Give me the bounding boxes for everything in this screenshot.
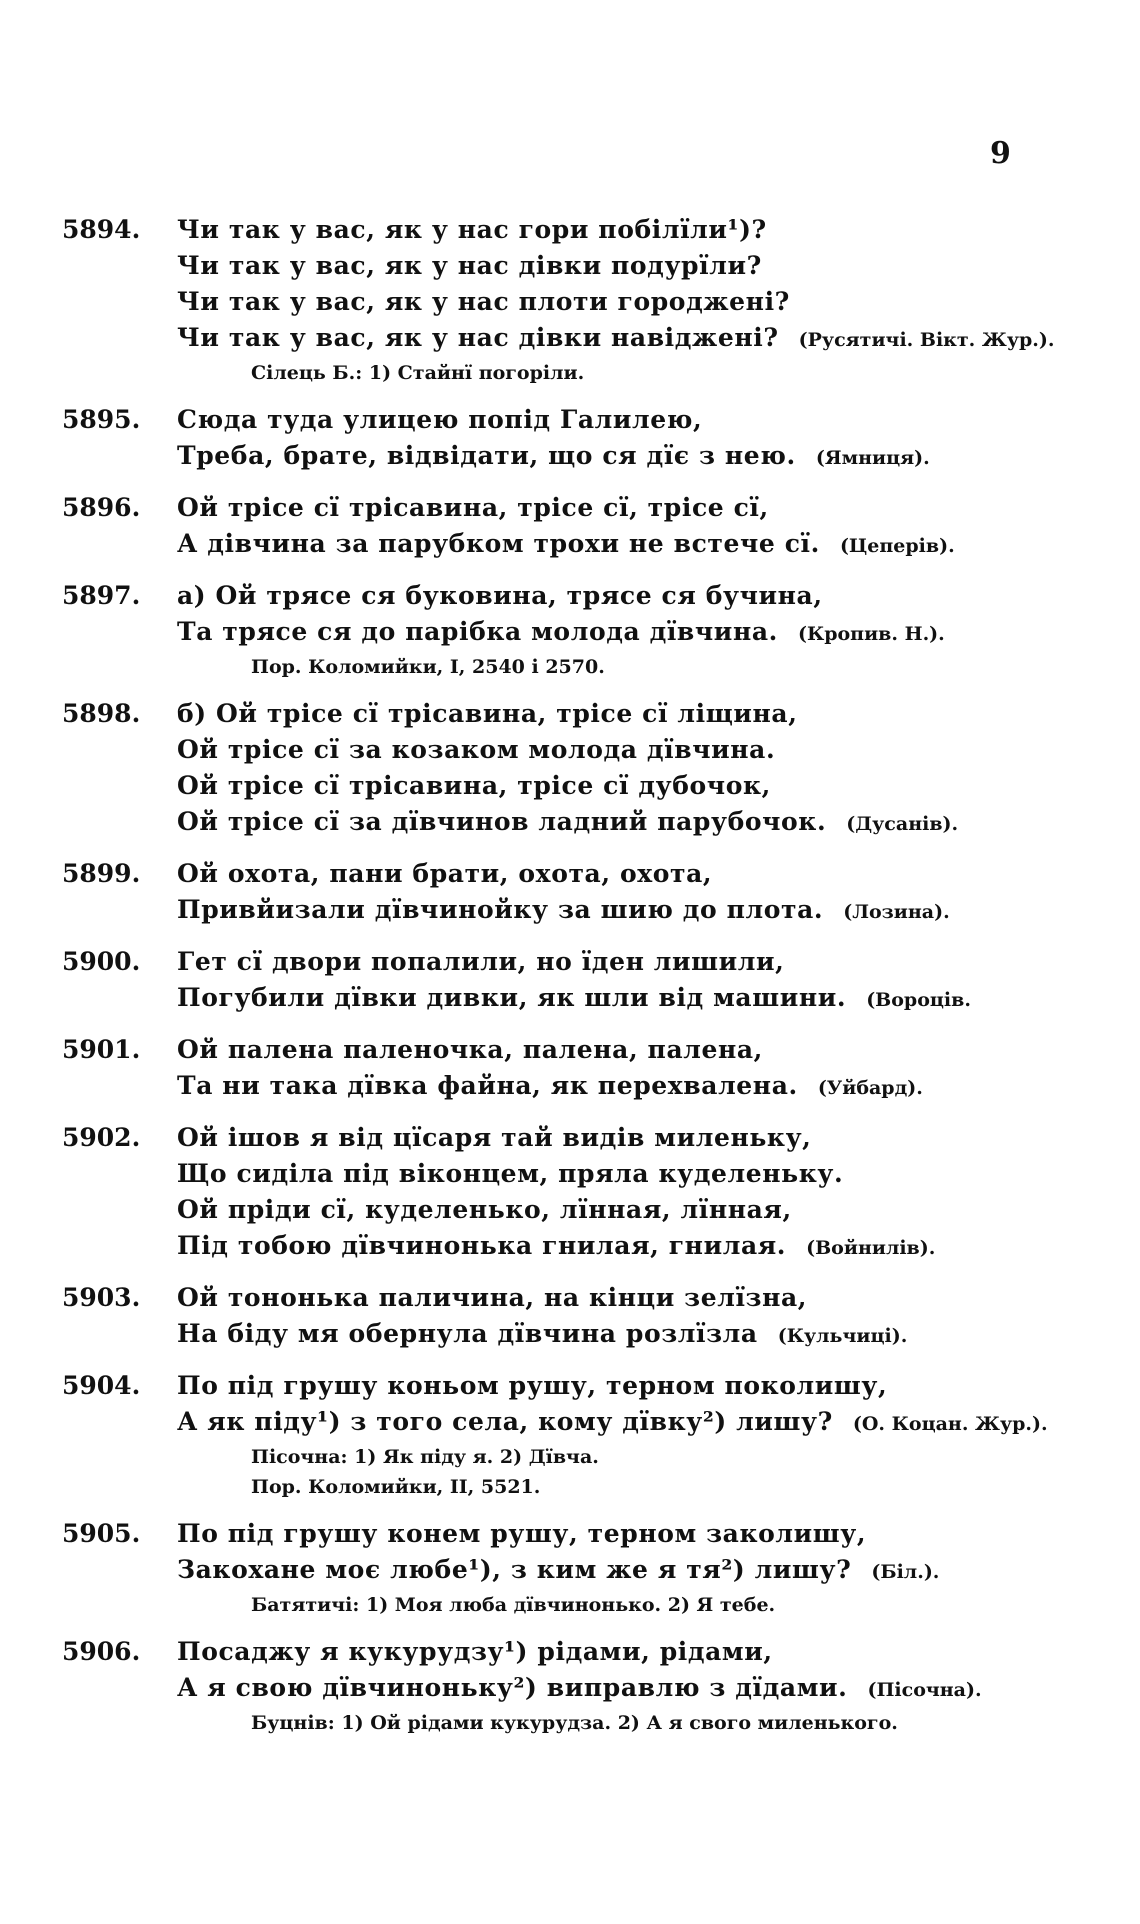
entry-number: 5895. [62, 405, 141, 434]
verse-text: На біду мя обернула дївчина розлїзла [177, 1319, 758, 1348]
source-attribution: (О. Коцан. Жур.). [852, 1413, 1048, 1435]
verse-line: Ой трісе сї за козаком молода дївчина. [177, 735, 776, 764]
verse-text: А як піду¹) з того села, кому дївку²) лишу? [177, 1407, 833, 1436]
song-entry [62, 1368, 1102, 1502]
variant-note: Батятичі: 1) Моя люба дївчинонько. 2) Я тебе. [251, 1594, 776, 1616]
verse-line: а) Ой трясе ся буковина, трясе ся бучина, [177, 581, 823, 610]
verse-text: Під тобою дївчинонька гнилая, гнилая. [177, 1231, 787, 1260]
verse-line: Ой трісе сї трісавина, трісе сї дубочок, [177, 771, 771, 800]
verse-line: Ой трісе сї трісавина, трісе сї, трісе сї, [177, 493, 769, 522]
entry-number: 5897. [62, 581, 141, 610]
verse-line [177, 1068, 1102, 1106]
source-attribution: (Вороців. [866, 989, 971, 1011]
source-attribution: (Лозина). [843, 901, 950, 923]
source-attribution: (Уйбард). [817, 1077, 923, 1099]
entry-number: 5896. [62, 493, 141, 522]
verse-line [177, 892, 1102, 930]
entry-number: 5906. [62, 1637, 141, 1666]
verse-line [177, 614, 1102, 652]
verse-line [177, 980, 1102, 1018]
song-entry [62, 1120, 1102, 1266]
variant-note: Пісочна: 1) Як піду я. 2) Дївча. [251, 1446, 599, 1468]
verse-line: Ой ішов я від цїсаря тай видів миленьку, [177, 1123, 812, 1152]
verse-text: Та трясе ся до парібка молода дївчина. [177, 617, 778, 646]
entry-number: 5904. [62, 1371, 141, 1400]
song-entry [62, 856, 1102, 930]
entry-number: 5899. [62, 859, 141, 888]
verse-line: По під грушу коньом рушу, терном поколишу, [177, 1371, 888, 1400]
source-attribution: (Кульчиці). [777, 1325, 908, 1347]
source-attribution: (Біл.). [871, 1561, 940, 1583]
page-number: 9 [990, 136, 1011, 171]
verse-line: Гет сї двори попалили, но їден лишили, [177, 947, 785, 976]
verse-text: Погубили дївки дивки, як шли від машини. [177, 983, 847, 1012]
verse-text: Ой трісе сї за дївчинов ладний парубочок. [177, 807, 827, 836]
source-attribution: (Пісочна). [867, 1679, 982, 1701]
source-attribution: (Ямниця). [815, 447, 930, 469]
verse-text: А я свою дївчиноньку²) виправлю з дїдами. [177, 1673, 848, 1702]
verse-line: Чи так у вас, як у нас дівки подурїли? [177, 251, 762, 280]
verse-line [177, 804, 1102, 842]
verse-text: Чи так у вас, як у нас дівки навіджені? [177, 323, 779, 352]
source-attribution: (Войнилів). [806, 1237, 936, 1259]
entry-number: 5905. [62, 1519, 141, 1548]
variant-note: Сілець Б.: 1) Стайнї погоріли. [251, 362, 585, 384]
variant-note: Буцнів: 1) Ой рідами кукурудза. 2) А я свого миленького. [251, 1712, 898, 1734]
verse-line [177, 1316, 1102, 1354]
verse-line: Ой охота, пани брати, охота, охота, [177, 859, 713, 888]
song-entry [62, 1280, 1102, 1354]
verse-text: Та ни така дївка файна, як перехвалена. [177, 1071, 798, 1100]
verse-text: А дівчина за парубком трохи не встече сї. [177, 529, 820, 558]
song-entries [62, 212, 1102, 1752]
source-attribution: (Дусанів). [846, 813, 959, 835]
verse-line: Чи так у вас, як у нас гори побілїли¹)? [177, 215, 767, 244]
verse-line: Посаджу я кукурудзу¹) рідами, рідами, [177, 1637, 773, 1666]
entry-number: 5903. [62, 1283, 141, 1312]
entry-number: 5902. [62, 1123, 141, 1152]
song-entry [62, 1032, 1102, 1106]
verse-line: По під грушу конем рушу, терном заколишу, [177, 1519, 867, 1548]
verse-line [177, 526, 1102, 564]
source-attribution: (Русятичі. Вікт. Жур.). [798, 329, 1055, 351]
song-entry [62, 402, 1102, 476]
song-entry [62, 212, 1102, 388]
entry-number: 5901. [62, 1035, 141, 1064]
song-entry [62, 578, 1102, 682]
entry-number: 5894. [62, 215, 141, 244]
source-attribution: (Цеперів). [839, 535, 955, 557]
song-entry [62, 696, 1102, 842]
song-entry [62, 1634, 1102, 1738]
song-entry [62, 490, 1102, 564]
verse-line: Ой тононька паличина, на кінци зелїзна, [177, 1283, 808, 1312]
entry-number: 5900. [62, 947, 141, 976]
verse-line [177, 320, 1102, 358]
verse-line: Що сиділа під віконцем, пряла куделеньку. [177, 1159, 844, 1188]
entry-number: 5898. [62, 699, 141, 728]
song-entry [62, 1516, 1102, 1620]
verse-text: Треба, брате, відвідати, що ся дїє з нею. [177, 441, 796, 470]
source-attribution: (Кропив. Н.). [797, 623, 945, 645]
verse-line [177, 1228, 1102, 1266]
song-entry [62, 944, 1102, 1018]
verse-line: Ой палена паленочка, палена, палена, [177, 1035, 763, 1064]
verse-line [177, 1670, 1102, 1708]
verse-line: Сюда туда улицею попід Галилею, [177, 405, 703, 434]
verse-line: б) Ой трісе сї трісавина, трісе сї ліщина, [177, 699, 798, 728]
verse-text: Закохане моє любе¹), з ким же я тя²) лишу? [177, 1555, 852, 1584]
verse-line [177, 1404, 1102, 1442]
cross-reference-note: Пор. Коломийки, II, 5521. [251, 1476, 541, 1498]
verse-line: Ой пріди сї, куделенько, лїнная, лїнная, [177, 1195, 792, 1224]
verse-line: Чи так у вас, як у нас плоти городжені? [177, 287, 790, 316]
verse-text: Привйизали дївчинойку за шию до плота. [177, 895, 824, 924]
cross-reference-note: Пор. Коломийки, I, 2540 і 2570. [251, 656, 605, 678]
verse-line [177, 1552, 1102, 1590]
verse-line [177, 438, 1102, 476]
